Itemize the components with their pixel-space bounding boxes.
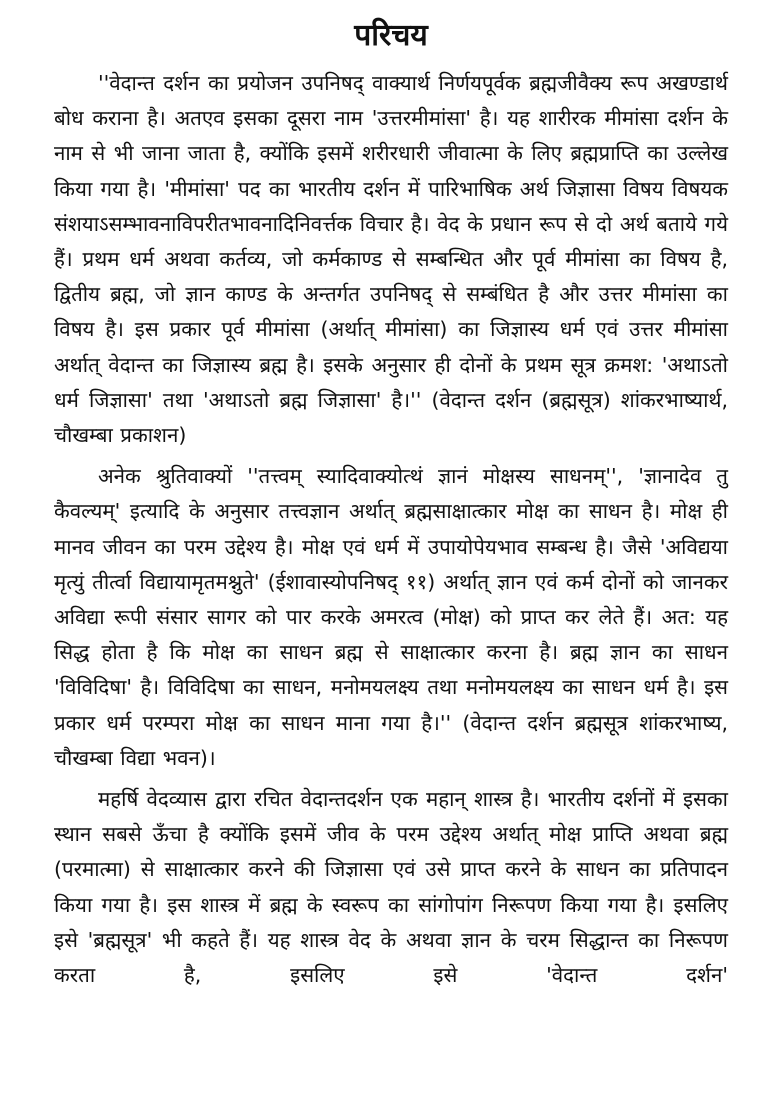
page-title: परिचय — [354, 18, 428, 53]
paragraph-1: ''वेदान्त दर्शन का प्रयोजन उपनिषद् वाक्यार्थ निर्णयपूर्वक ब्रह्मजीवैक्य रूप अखण्डार्थ बोध कराना है। अतएव इसका दूसरा नाम 'उत्तरमीमांसा' है। यह शारीरक मीमांसा दर्शन के नाम से भी जाना जाता है, क्योंकि इसमें शरीरधारी जीवात्मा के लिए ब्रह्मप्राप्ति का उल्लेख किया गया है। 'मीमांसा' पद का भारतीय दर्शन में पारिभाषिक अर्थ जिज्ञासा विषय विषयक संशयाऽसम्भावनाविपरीतभावनादिनिवर्त्तक विचार है। वेद के प्रधान रूप से दो अर्थ बताये गये हैं। प्रथम धर्म अथवा कर्तव्य, जो कर्मकाण्ड से सम्बन्धित और पूर्व मीमांसा का विषय है, द्वितीय ब्रह्म, जो ज्ञान काण्ड के अन्तर्गत उपनिषद् से सम्बंधित है और उत्तर मीमांसा का विषय है। इस प्रकार पूर्व मीमांसा (अर्थात् मीमांसा) का जिज्ञास्य धर्म एवं उत्तर मीमांसा अर्थात् वेदान्त का जिज्ञास्य ब्रह्म है। इसके अनुसार ही दोनों के प्रथम सूत्र क्रमश: 'अथाऽतो धर्म जिज्ञासा' तथा 'अथाऽतो ब्रह्म जिज्ञासा' है।'' (वेदान्त दर्शन (ब्रह्मसूत्र) शांकरभाष्यार्थ, चौखम्बा प्रकाशन) — [54, 71, 728, 448]
paragraph-3: महर्षि वेदव्यास द्वारा रचित वेदान्तदर्शन एक महान् शास्त्र है। भारतीय दर्शनों में इसका स्थान सबसे ऊँचा है क्योंकि इसमें जीव के परम उद्देश्य अर्थात् मोक्ष प्राप्ति अथवा ब्रह्म (परमात्मा) से साक्षात्कार करने की जिज्ञासा एवं उसे प्राप्त करने के साधन का प्रतिपादन किया गया है। इस शास्त्र में ब्रह्म के स्वरूप का सांगोपांग निरूपण किया गया है। इसलिए इसे 'ब्रह्मसूत्र' भी कहते हैं। यह शास्त्र वेद के अथवा ज्ञान के चरम सिद्धान्त का निरूपण करता है, इसलिए इसे 'वेदान्त दर्शन' — [54, 787, 728, 988]
paragraph-2: अनेक श्रुतिवाक्यों ''तत्त्वम् स्यादिवाक्योत्थं ज्ञानं मोक्षस्य साधनम्'', 'ज्ञानादेव तु कैवल्यम्' इत्यादि के अनुसार तत्त्वज्ञान अर्थात् ब्रह्मसाक्षात्कार मोक्ष का साधन है। मोक्ष ही मानव जीवन का परम उद्देश्य है। मोक्ष एवं धर्म में उपायोपेयभाव सम्बन्ध है। जैसे 'अविद्यया मृत्युं तीर्त्वा विद्यायामृतमश्नुते' (ईशावास्योपनिषद् ११) अर्थात् ज्ञान एवं कर्म दोनों को जानकर अविद्या रूपी संसार सागर को पार करके अमरत्व (मोक्ष) को प्राप्त कर लेते हैं। अत: यह सिद्ध होता है कि मोक्ष का साधन ब्रह्म से साक्षात्कार करना है। ब्रह्म ज्ञान का साधन 'विविदिषा' है। विविदिषा का साधन, मनोमयलक्ष्य तथा मनोमयलक्ष्य का साधन धर्म है। इस प्रकार धर्म परम्परा मोक्ष का साधन माना गया है।'' (वेदान्त दर्शन ब्रह्मसूत्र शांकरभाष्य, चौखम्बा विद्या भवन)। — [54, 464, 728, 770]
